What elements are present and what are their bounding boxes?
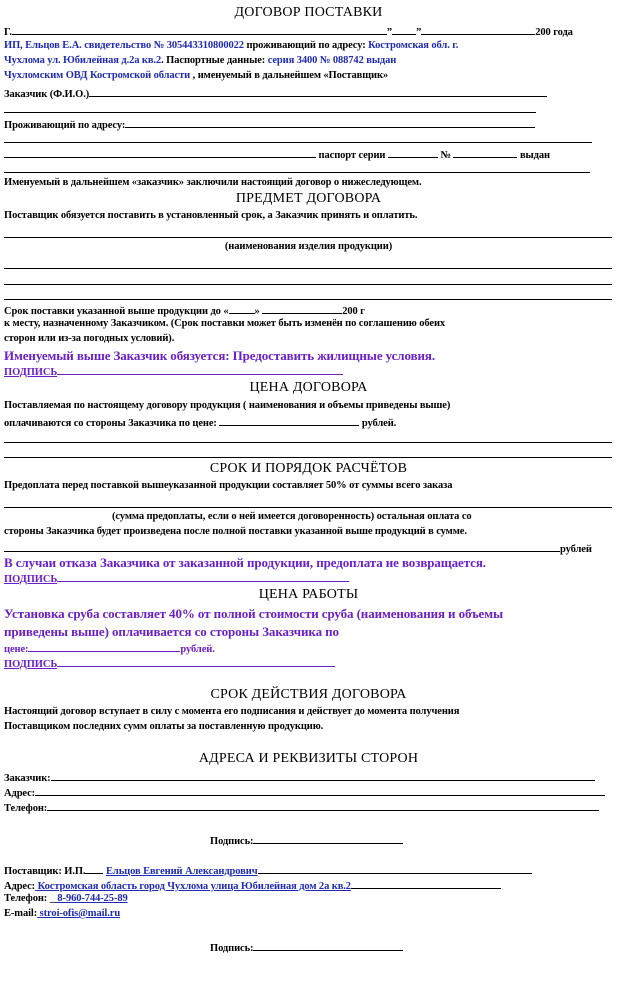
blank-rule bbox=[4, 237, 612, 238]
blank-rule bbox=[4, 142, 592, 143]
supplier-address-line: Чухлома ул. Юбилейная д.2а кв.2. Паспортные данные: серия 3400 № 088742 выдан bbox=[4, 55, 397, 66]
requisites-heading: АДРЕСА И РЕКВИЗИТЫ СТОРОН bbox=[198, 751, 419, 766]
term-line-1: Настоящий договор вступает в силу с момента его подписания и действует до момента получения bbox=[4, 706, 460, 717]
blank-rule bbox=[4, 172, 590, 173]
city-blank bbox=[12, 24, 387, 35]
term-heading: СРОК ДЕЙСТВИЯ ДОГОВОРА bbox=[210, 687, 407, 702]
intro-closing: Именуемый в дальнейшем «заказчик» заключили настоящий договор о нижеследующем. bbox=[4, 177, 422, 188]
work-price-line-2: приведены выше) оплачивается со стороны Заказчика по bbox=[4, 624, 339, 639]
blank-rule bbox=[4, 442, 612, 443]
supplier-ovd-line: Чухломским ОВД Костромской области , именуемый в дальнейшем «Поставщик» bbox=[4, 70, 389, 81]
customer-line: Заказчик: bbox=[4, 770, 595, 785]
signature-blank bbox=[57, 571, 349, 582]
delivery-line-2: к месту, назначенному Заказчиком. (Срок поставки может быть изменён по соглашению обеих bbox=[4, 318, 446, 329]
day-blank bbox=[392, 24, 416, 35]
payment-line-1: Предоплата перед поставкой вышеуказанной продукции составляет 50% от суммы всего заказа bbox=[4, 480, 453, 491]
price-blank bbox=[219, 415, 359, 426]
document-title: ДОГОВОР ПОСТАВКИ bbox=[234, 5, 383, 20]
day-blank bbox=[229, 303, 255, 314]
date-line: Г. ” ” 200 года bbox=[4, 24, 573, 39]
signature-blank bbox=[57, 364, 343, 375]
obligation-text: Именуемый выше Заказчик обязуется: Предоставить жилищные условия. bbox=[4, 348, 435, 363]
blank-rule bbox=[4, 112, 536, 113]
signature-blank bbox=[57, 656, 335, 667]
customer-name-line: Заказчик (Ф.И.О.) bbox=[4, 86, 547, 101]
price-heading: ЦЕНА ДОГОВОРА bbox=[249, 380, 368, 395]
blank-rule bbox=[4, 507, 612, 508]
customer-signature-line: Подпись: bbox=[210, 833, 403, 848]
price-line-2: оплачиваются со стороны Заказчика по цене: рублей. bbox=[4, 415, 396, 430]
payment-line-3: стороны Заказчика будет произведена после полной поставки указанной выше продукций в сумме. bbox=[4, 526, 467, 537]
customer-address-line: Адрес: bbox=[4, 785, 605, 800]
passport-line: паспорт серии № выдан bbox=[4, 147, 550, 162]
supplier-email-line: E-mail: stroi-ofis@mail.ru bbox=[4, 908, 121, 919]
payment-line-4: рублей bbox=[4, 541, 592, 556]
customer-blank bbox=[51, 770, 595, 781]
subject-signature: ПОДПИСЬ bbox=[4, 364, 343, 379]
subject-text: Поставщик обязуется поставить в установленный срок, а Заказчик принять и оплатить. bbox=[4, 210, 418, 221]
supplier-line: Поставщик: И.П. Ельцов Евгений Александрович bbox=[4, 863, 532, 878]
supplier-signature-line: Подпись: bbox=[210, 940, 403, 955]
work-price-heading: ЦЕНА РАБОТЫ bbox=[258, 587, 359, 602]
address-blank bbox=[35, 785, 605, 796]
customer-phone-line: Телефон: bbox=[4, 800, 599, 815]
series-blank bbox=[388, 147, 438, 158]
month-blank bbox=[262, 303, 342, 314]
residence-line: Проживающий по адресу: bbox=[4, 117, 535, 132]
address-blank bbox=[351, 878, 501, 889]
blank-rule bbox=[4, 268, 612, 269]
subject-heading: ПРЕДМЕТ ДОГОВОРА bbox=[235, 191, 382, 206]
delivery-line-3: сторон или из-за погодных условий). bbox=[4, 333, 175, 344]
phone-blank bbox=[47, 800, 599, 811]
customer-name-blank bbox=[89, 86, 547, 97]
payment-heading: СРОК И ПОРЯДОК РАСЧЁТОВ bbox=[209, 461, 408, 476]
number-blank bbox=[453, 147, 517, 158]
work-price-line-1: Установка сруба составляет 40% от полной стоимости сруба (наименования и объемы bbox=[4, 606, 504, 621]
sum-blank bbox=[4, 541, 560, 552]
product-caption: (наименования изделия продукции) bbox=[224, 241, 393, 252]
refusal-text: В случаи отказа Заказчика от заказанной продукции, предоплата не возвращается. bbox=[4, 555, 486, 570]
price-line-1: Поставляемая по настоящему договору продукция ( наименования и объемы приведены выше) bbox=[4, 400, 451, 411]
supplier-phone-line: Телефон: _ 8-960-744-25-89 bbox=[4, 893, 128, 904]
month-blank bbox=[421, 24, 535, 35]
price-blank bbox=[28, 641, 180, 652]
passport-blank bbox=[4, 147, 316, 158]
work-signature: ПОДПИСЬ bbox=[4, 656, 335, 671]
residence-blank bbox=[125, 117, 535, 128]
blank-rule bbox=[4, 284, 612, 285]
blank-rule bbox=[4, 299, 612, 300]
email-link[interactable]: stroi-ofis@mail.ru bbox=[37, 908, 121, 919]
payment-signature: ПОДПИСЬ bbox=[4, 571, 349, 586]
supplier-blank bbox=[258, 863, 532, 874]
signature-blank bbox=[253, 833, 403, 844]
delivery-line: Срок поставки указанной выше продукции до « » 200 г bbox=[4, 303, 365, 318]
supplier-intro-line: ИП, Ельцов Е.А. свидетельство № 305443310800022 проживающий по адресу: Костромская обл. г. bbox=[4, 40, 459, 51]
work-price-line-3: цене: рублей. bbox=[4, 641, 215, 656]
supplier-address-line: Адрес: Костромская область город Чухлома улица Юбилейная дом 2а кв.2 bbox=[4, 878, 501, 893]
payment-line-2: (сумма предоплаты, если о ней имеется договоренность) остальная оплата со bbox=[112, 511, 472, 522]
term-line-2: Поставщиком последних сумм оплаты за поставленную продукцию. bbox=[4, 721, 324, 732]
signature-blank bbox=[253, 940, 403, 951]
blank-rule bbox=[4, 457, 612, 458]
